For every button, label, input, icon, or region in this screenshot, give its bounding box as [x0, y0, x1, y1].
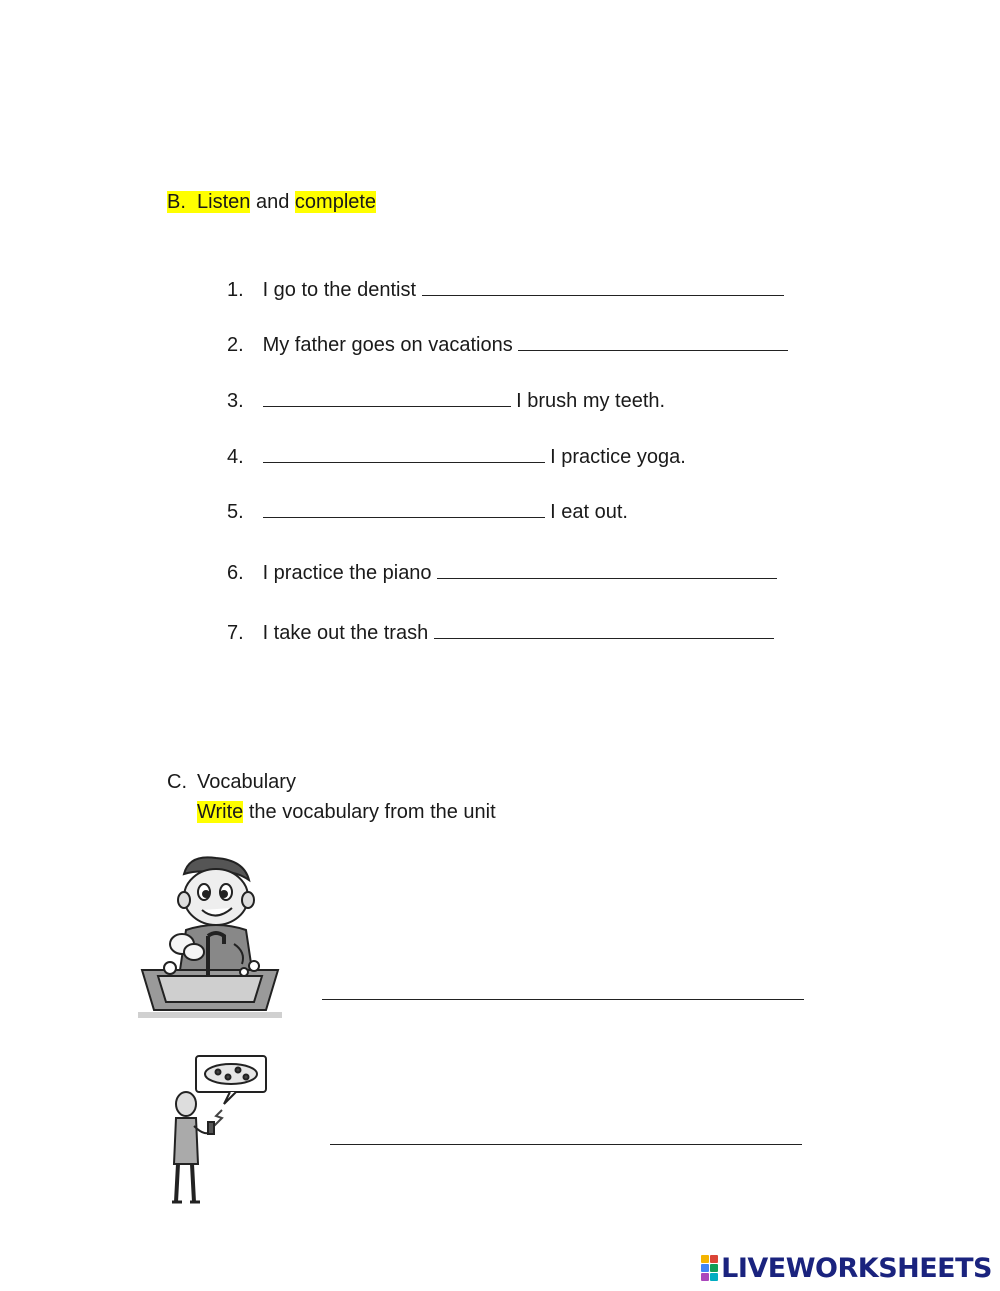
item-5 — [227, 499, 628, 524]
item-number: 4. — [227, 446, 244, 468]
item-text: I take out the trash — [262, 622, 429, 644]
section-b-letter: B. — [167, 191, 186, 213]
item-text: I brush my teeth. — [516, 390, 666, 412]
vocab-answer-line-2[interactable] — [330, 1144, 802, 1145]
answer-blank[interactable] — [437, 560, 777, 579]
item-number: 3. — [227, 390, 244, 412]
section-b-heading — [167, 190, 376, 214]
item-6 — [227, 560, 777, 585]
word-write: Write — [197, 801, 244, 823]
answer-blank[interactable] — [422, 277, 784, 296]
item-text: My father goes on vacations — [262, 334, 513, 356]
item-number: 6. — [227, 562, 244, 584]
liveworksheets-logo[interactable] — [701, 1253, 992, 1283]
answer-blank[interactable] — [434, 620, 774, 639]
item-text: I eat out. — [550, 501, 628, 523]
logo-mark-icon — [701, 1255, 718, 1281]
answer-blank[interactable] — [518, 332, 788, 351]
logo-cell — [701, 1255, 709, 1263]
answer-blank[interactable] — [263, 444, 545, 463]
man-ordering-pizza-illustration — [160, 1052, 272, 1208]
logo-cell — [710, 1273, 718, 1281]
section-c-letter: C. — [167, 771, 187, 793]
item-number: 2. — [227, 334, 244, 356]
item-number: 5. — [227, 501, 244, 523]
logo-cell — [701, 1273, 709, 1281]
item-2 — [227, 332, 788, 357]
item-1 — [227, 277, 784, 302]
item-7 — [227, 620, 774, 645]
item-text: I practice yoga. — [550, 446, 686, 468]
item-3 — [227, 388, 665, 413]
word-listen: Listen — [197, 191, 251, 213]
logo-cell — [710, 1255, 718, 1263]
item-4 — [227, 444, 686, 469]
word-complete: complete — [294, 191, 377, 213]
section-c-heading — [167, 770, 296, 794]
section-c-instruction — [197, 800, 496, 824]
vocab-answer-line-1[interactable] — [322, 999, 804, 1000]
boy-washing-hands-illustration — [134, 852, 286, 1020]
item-text: I go to the dentist — [262, 279, 416, 301]
item-text: I practice the piano — [262, 562, 432, 584]
answer-blank[interactable] — [263, 499, 545, 518]
logo-text: LIVEWORKSHEETS — [721, 1252, 992, 1284]
word-and: and — [255, 191, 290, 213]
item-number: 1. — [227, 279, 244, 301]
item-number: 7. — [227, 622, 244, 644]
instruction-text: the vocabulary from the unit — [248, 801, 496, 823]
section-c-title: Vocabulary — [197, 771, 296, 793]
logo-cell — [710, 1264, 718, 1272]
logo-cell — [701, 1264, 709, 1272]
answer-blank[interactable] — [263, 388, 511, 407]
